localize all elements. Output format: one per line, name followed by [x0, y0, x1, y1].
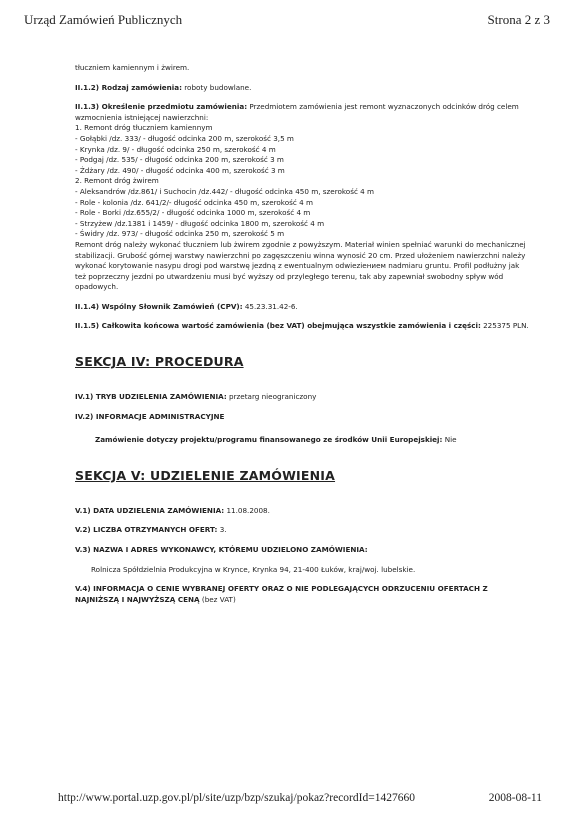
document-body	[75, 63, 530, 605]
section-value: przetarg nieograniczony	[226, 392, 317, 402]
section-label: II.1.4) Wspólny Słownik Zamówień (CPV):	[75, 301, 243, 311]
section-iv-1	[75, 392, 530, 403]
section-value: 45.23.31.42-6.	[242, 301, 298, 311]
section-label: II.1.3) Określenie przedmiotu zamówienia:	[75, 102, 248, 112]
section-label: V.4) INFORMACJA O CENIE WYBRANEJ OFERTY ORAZ O NIE PODLEGAJĄCYCH ODRZUCENIU OFERTACH Z NAJNIŻSZĄ I NAJWYŻSZĄ CENĄ	[75, 584, 488, 604]
section-v-2	[75, 525, 530, 536]
footer-date: 2008-08-11	[488, 792, 542, 804]
list-item: - Gołąbki /dz. 333/ - długość odcinka 200 m, szerokość 3,5 m	[75, 133, 294, 143]
page-footer	[58, 792, 542, 804]
section-value: 225375 PLN.	[480, 321, 529, 331]
section-v-title: SEKCJA V: UDZIELENIE ZAMÓWIENIA	[75, 467, 336, 483]
section-intro: Przedmiotem zamówienia jest remont wyznaczonych odcinków dróg celem wzmocnienia istniejącej nawierzchni:	[75, 102, 519, 122]
section-value: 11.08.2008.	[224, 505, 270, 515]
section-v-1	[75, 506, 530, 517]
section-value: roboty budowlane.	[181, 82, 252, 92]
closing-paragraph: Remont dróg należy wykonać tłuczniem lub żwirem zgodnie z powyższym. Materiał winien spełniać warunki do mechanicznej stabilizacji. Grubość górnej warstwy nawierzchni po zagęszczeniu winna wynosić 20 cm. Przed ułożeniem nawierzchni należy wykonać korytowanie nasypu drogi pod warstwę jezdną z ewentualnym odwieziением nadmiaru gruntu. Profil podłużny jak też poprzeczny jezdni po utwardzeniu musi być wyższy od przyległego terenu, tak aby zapewniał swobodny spływ wód opadowych.	[75, 239, 526, 292]
list-item: - Krynka /dz. 9/ - długość odcinka 250 m, szerokość 4 m	[75, 144, 276, 154]
eu-funding-label: Zamówienie dotyczy projektu/programu finansowanego ze środków Unii Europejskiej:	[95, 435, 443, 445]
section-ii-1-5	[75, 321, 530, 332]
section-v-3: V.3) NAZWA I ADRES WYKONAWCY, KTÓREMU UDZIELONO ZAMÓWIENIA:	[75, 545, 368, 555]
header-title: Urząd Zamówień Publicznych	[24, 12, 183, 27]
page-number: Strona 2 z 3	[487, 12, 550, 27]
list-item: - Aleksandrów /dz.861/ i Suchocin /dz.442/ - długość odcinka 450 m, szerokość 4 m	[75, 186, 375, 196]
section-label: IV.1) TRYB UDZIELENIA ZAMÓWIENIA:	[75, 392, 227, 402]
section-ii-1-2	[75, 83, 530, 94]
section-iv-2: IV.2) INFORMACJE ADMINISTRACYJNE	[75, 411, 225, 421]
footer-url: http://www.portal.uzp.gov.pl/pl/site/uzp/bzp/szukaj/pokaz?recordId=1427660	[58, 792, 415, 804]
section-value: (bez VAT)	[199, 594, 236, 604]
section-ii-1-3	[75, 102, 530, 293]
list-item: - Role - Borki /dz.655/2/ - długość odcinka 1000 m, szerokość 4 m	[75, 208, 311, 218]
lead-line: tłuczniem kamiennym i żwirem.	[75, 63, 190, 72]
contractor-address: Rolnicza Spółdzielnia Produkcyjna w Krynce, Krynka 94, 21-400 Łuków, kraj/woj. lubelskie.	[91, 564, 416, 574]
section-value: 3.	[217, 525, 227, 535]
eu-funding-line	[75, 435, 530, 446]
page-header	[24, 12, 550, 28]
list-item: - Podgaj /dz. 535/ - długość odcinka 200 m, szerokość 3 m	[75, 155, 284, 165]
list-item: - Świdry /dz. 973/ - długość odcinka 250 m, szerokość 5 m	[75, 229, 285, 239]
list-item: - Strzyżew /dz.1381 i 1459/ - długość odcinka 1800 m, szerokość 4 m	[75, 218, 325, 228]
section-ii-1-4	[75, 302, 530, 313]
section-v-4	[75, 584, 530, 605]
list-item: - Żdżary /dz. 490/ - długość odcinka 400 m, szerokość 3 m	[75, 165, 285, 175]
list-item: 2. Remont dróg żwirem	[75, 176, 159, 186]
section-label: II.1.5) Całkowita końcowa wartość zamówienia (bez VAT) obejmująca wszystkie zamówienia i części:	[75, 321, 481, 331]
section-iv-title: SEKCJA IV: PROCEDURA	[75, 354, 244, 370]
section-label: V.2) LICZBA OTRZYMANYCH OFERT:	[75, 525, 218, 535]
eu-funding-value: Nie	[442, 435, 457, 445]
section-label: II.1.2) Rodzaj zamówienia:	[75, 82, 182, 92]
list-item: 1. Remont dróg tłuczniem kamiennym	[75, 123, 213, 133]
section-label: V.1) DATA UDZIELENIA ZAMÓWIENIA:	[75, 505, 225, 515]
list-item: - Role - kolonia /dz. 641/2/- długość odcinka 450 m, szerokość 4 m	[75, 197, 313, 207]
